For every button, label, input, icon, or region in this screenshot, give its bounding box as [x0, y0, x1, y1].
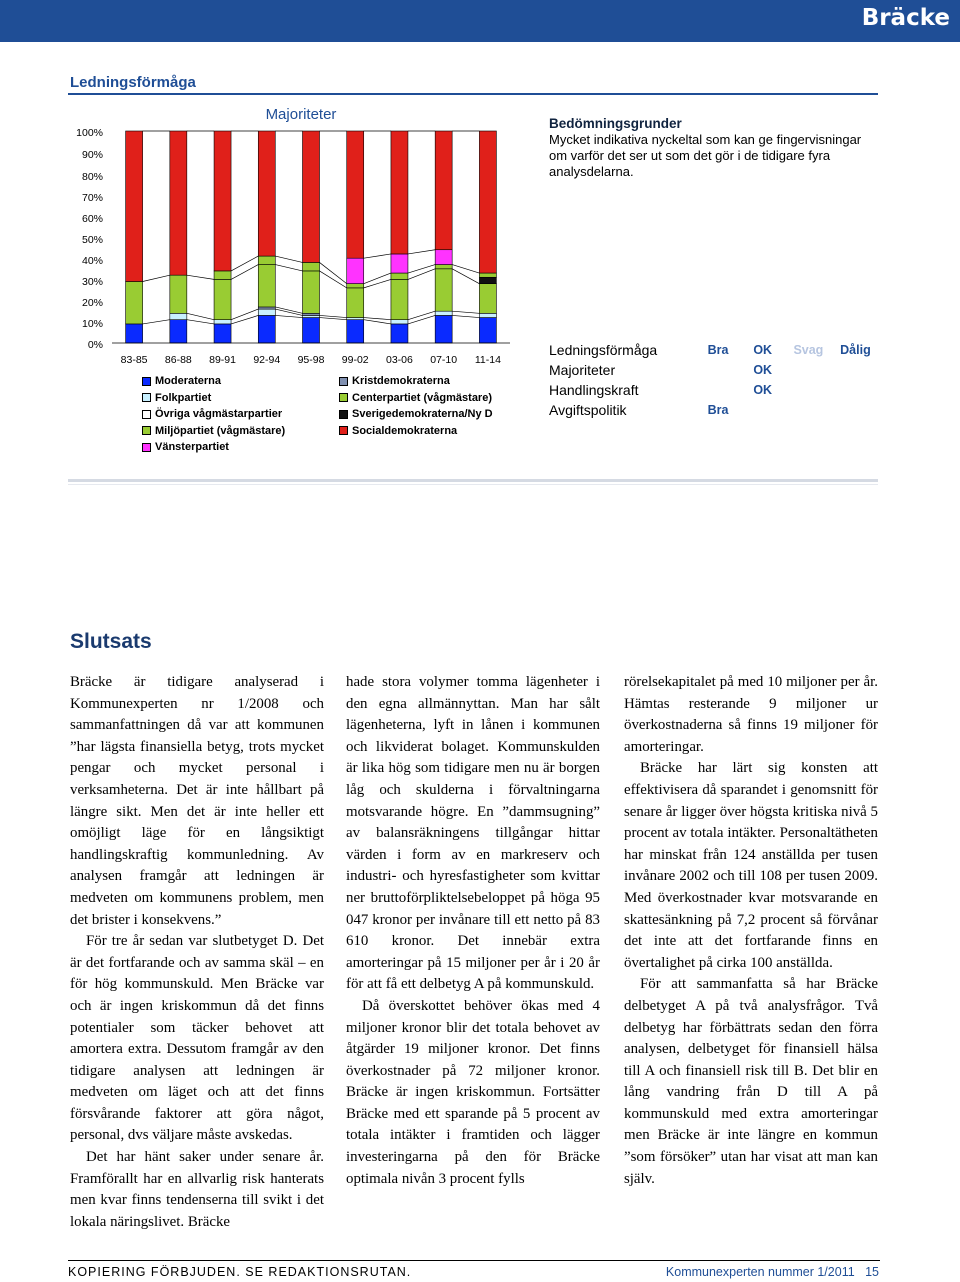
- legend-swatch: [339, 393, 348, 402]
- rating-cell: Bra: [707, 403, 729, 417]
- bar-folkpartiet-86-88: [170, 313, 187, 319]
- bar-centerpartiet-83-85: [126, 282, 143, 324]
- connector-line: [364, 273, 391, 284]
- conclusion-column-2: [346, 672, 600, 1190]
- y-tick-label: 10%: [81, 318, 103, 330]
- rating-cell: OK: [753, 363, 773, 377]
- legend-item-socialdemokraterna: [339, 423, 493, 440]
- level-bra: Bra: [707, 343, 729, 357]
- bar-moderaterna-86-88: [170, 320, 187, 343]
- rating-title: Ledningsförmåga: [549, 342, 658, 358]
- bar-socialdemokraterna-07-10: [435, 131, 452, 250]
- legend-label: Moderaterna: [155, 375, 222, 387]
- connector-line: [364, 254, 391, 258]
- legend-right: [339, 373, 493, 439]
- legend-item-moderaterna: [142, 373, 285, 390]
- legend-swatch: [142, 377, 151, 386]
- legend-left: [142, 373, 285, 456]
- legend-label: Övriga vågmästarpartier: [155, 408, 283, 420]
- legend-swatch: [339, 426, 348, 435]
- x-tick-label: 95-98: [297, 354, 325, 366]
- assessment-basis: [549, 116, 879, 180]
- bar-centerpartiet-11-14: [479, 284, 496, 314]
- bar-vansterpartiet-03-06: [391, 254, 408, 273]
- rating-row-label: Majoriteter: [549, 362, 616, 378]
- bar-miljopartiet-92-94: [258, 256, 275, 264]
- legend-label: Vänsterpartiet: [155, 441, 229, 453]
- bar-socialdemokraterna-92-94: [258, 131, 275, 256]
- footer-copyright: KOPIERING FÖRBJUDEN. SE REDAKTIONSRUTAN.: [68, 1265, 412, 1279]
- bar-folkpartiet-99-02: [347, 318, 364, 320]
- x-tick-label: 03-06: [386, 354, 413, 366]
- connector-line: [320, 318, 347, 320]
- legend-label: Miljöpartiet (vågmästare): [155, 424, 286, 437]
- page-number: 15: [865, 1265, 879, 1279]
- connector-line: [408, 265, 435, 273]
- bar-moderaterna-95-98: [303, 318, 320, 343]
- legend-label: Folkpartiet: [155, 391, 212, 404]
- bar-moderaterna-03-06: [391, 324, 408, 343]
- y-tick-label: 30%: [81, 276, 103, 288]
- bar-moderaterna-92-94: [258, 315, 275, 343]
- rating-row-avgiftspolitik: [549, 400, 879, 420]
- legend-label: Socialdemokraterna: [352, 424, 458, 437]
- bar-moderaterna-83-85: [126, 324, 143, 343]
- y-tick-label: 100%: [76, 127, 103, 139]
- footer-issue: Kommunexperten nummer 1/2011: [665, 1265, 855, 1279]
- legend-label: Sverigedemokraterna/Ny D: [352, 408, 493, 420]
- paragraph: För tre år sedan var slutbetyget D. Det är det fortfarande och av samma skäl – en för hög kommunskuld. Men Bräcke var och är ingen kriskommun då det finns potentialer som täcker behovet att amortera extra. Dessutom framgår av den tidigare analysen att ledningen är medveten om läget och att det finns försvårande faktorer att göra något, personal, dvs väljare måste avskedas.: [70, 933, 324, 1144]
- connector-line: [187, 320, 214, 324]
- rating-cell: [832, 400, 879, 420]
- paragraph: Bräcke har lärt sig konsten att effektivisera då sparandet i genomsnitt för senare år ligger över högsta kritiska nivå 5 procent av totala intäkter. Personaltätheten har minskat från 124 anställda per tusen invånare 2002 och till 108 per tusen 2009. Med överkostnader kvar motsvarande en skattesänkning på 7,2 procent så förvånar det inte att det fortfarande finns en övertalighet på cirka 100 anställda.: [624, 760, 878, 971]
- bar-folkpartiet-89-91: [214, 320, 231, 324]
- level-dalig: Dålig: [840, 343, 871, 357]
- connector-line: [408, 311, 435, 319]
- y-tick-label: 90%: [81, 149, 103, 161]
- majoriteter-chart: [0, 95, 540, 475]
- bar-socialdemokraterna-95-98: [303, 131, 320, 262]
- bar-folkpartiet-92-94: [258, 309, 275, 315]
- legend-item-ovriga: [142, 406, 285, 423]
- paragraph: hade stora volymer tomma lägenheter i den egna allmännyttan. Man har sålt lägenheterna, lyft in lånen i kommunen och likviderat bolaget. Kommunskulden är lika hög som tidigare men nu är borgen låg och skulderna i förvaltningarna motsvarande högre. En ”dammsugning” av balansräkningens tillgångar hittar värden i form av en markreserv och industri- och hyresfastigheter som kvittar ner bruttoförpliktelsebeloppet på höga 95 047 kronor per invånare till ett netto på 83 610 kronor. Det innebär extra amorteringar på 15 miljoner per år i 20 år för att få ett delbetyg A på kommunskuld.: [346, 674, 600, 993]
- bar-socialdemokraterna-11-14: [479, 131, 496, 273]
- divider: [68, 479, 878, 482]
- bar-centerpartiet-89-91: [214, 279, 231, 319]
- bar-miljopartiet-89-91: [214, 271, 231, 279]
- bar-moderaterna-07-10: [435, 315, 452, 343]
- bar-socialdemokraterna-99-02: [347, 131, 364, 258]
- paragraph: Då överskottet behöver ökas med 4 miljoner kronor blir det totala behovet av åtgärder 19 miljoner kronor. Det finns överkostnader på 72 miljoner kronor. Bräcke är ingen kriskommun. Fortsätter Bräcke med ett sparande på 5 procent av totala intäkter i framtiden och lägger investeringarna på den för Bräcke optimala nivån 3 procent fylls: [346, 997, 600, 1187]
- chart-canvas: [0, 95, 540, 375]
- legend-item-vansterpartiet: [142, 439, 285, 456]
- legend-swatch: [142, 393, 151, 402]
- y-tick-label: 0%: [87, 339, 103, 351]
- level-svag: Svag: [793, 343, 824, 357]
- paragraph: För att sammanfatta så har Bräcke delbetyget A på två analysfrågor. Två delbetyg har förbättrats sedan den förra analysen, delbetyget för finansiell hälsa till A och finansiell risk till B. Det blir en lång vandring från D till A på kommunskuld med extra amorteringar men Bräcke är inte längre en kommun ”som försöker” utan har visat att man kan själv.: [624, 976, 878, 1187]
- footer-rule: [68, 1260, 880, 1261]
- connector-line: [231, 256, 258, 271]
- basis-heading: Bedömningsgrunder: [549, 116, 682, 131]
- x-tick-label: 11-14: [474, 354, 501, 366]
- chart-title: Majoriteter: [265, 106, 337, 123]
- bar-miljopartiet-95-98: [303, 262, 320, 270]
- legend-item-folkpartiet: [142, 390, 285, 407]
- bar-moderaterna-99-02: [347, 320, 364, 343]
- bar-centerpartiet-92-94: [258, 265, 275, 307]
- basis-text: Mycket indikativa nyckeltal som kan ge fingervisningar om varför det ser ut som det gör i de tidigare fyra analysdelarna.: [549, 132, 862, 179]
- legend-swatch: [142, 410, 151, 419]
- bar-moderaterna-89-91: [214, 324, 231, 343]
- y-tick-label: 40%: [81, 255, 103, 267]
- y-tick-label: 80%: [81, 171, 103, 183]
- connector-line: [452, 265, 479, 273]
- y-tick-label: 20%: [81, 297, 103, 309]
- bar-folkpartiet-95-98: [303, 315, 320, 317]
- connector-line: [275, 315, 302, 317]
- rating-header-row: [549, 340, 879, 360]
- section-title: Ledningsförmåga: [70, 74, 196, 91]
- bar-centerpartiet-03-06: [391, 279, 408, 319]
- conclusion-heading: Slutsats: [70, 630, 152, 653]
- bar-vansterpartiet-07-10: [435, 250, 452, 265]
- bar-miljopartiet-07-10: [435, 265, 452, 269]
- rating-cell: [785, 380, 832, 400]
- legend-item-sverigedemokraterna: [339, 406, 493, 423]
- connector-line: [364, 320, 391, 324]
- x-tick-label: 99-02: [341, 354, 369, 366]
- conclusion-column-3: [624, 672, 878, 1190]
- connector-line: [231, 265, 258, 280]
- connector-line: [364, 279, 391, 287]
- rating-cell: OK: [753, 383, 773, 397]
- legend-swatch: [339, 410, 348, 419]
- header-bar: [0, 0, 960, 42]
- bar-vansterpartiet-99-02: [347, 258, 364, 283]
- bar-sverigedemokraterna-11-14: [479, 277, 496, 283]
- paragraph: Det har hänt saker under senare år. Framförallt har en allvarlig risk hanterats men kvar finns tendenserna till svikt i det lokala näringslivet. Bräcke: [70, 1149, 324, 1230]
- paragraph: Bräcke är tidigare analyserad i Kommunexperten nr 1/2008 och sammanfattningen då var att kommunen ”har lägsta finansiella betyg, trots mycket pengar och mycket personal i verksamheterna. Det är inte hållbart på längre sikt. Men det är inte heller ett omöjligt läge för en långsiktigt handlingskraftig kommunledning. Av analysen framgår att ledningen är medveten om kommunens problem, men det brister i konsekvens.”: [70, 674, 324, 928]
- bar-socialdemokraterna-86-88: [170, 131, 187, 275]
- rating-cell: [696, 360, 741, 380]
- rating-cell: [832, 380, 879, 400]
- bar-centerpartiet-99-02: [347, 288, 364, 318]
- connector-line: [143, 320, 170, 324]
- x-tick-label: 83-85: [120, 354, 148, 366]
- rating-cell: [785, 360, 832, 380]
- rating-row-handlingskraft: [549, 380, 879, 400]
- legend-swatch: [142, 443, 151, 452]
- connector-line: [231, 315, 258, 323]
- connector-line: [231, 309, 258, 320]
- legend-label: Centerpartiet (vågmästare): [352, 391, 492, 404]
- rating-cell: [741, 400, 785, 420]
- bar-socialdemokraterna-89-91: [214, 131, 231, 271]
- bar-centerpartiet-07-10: [435, 269, 452, 311]
- legend-swatch: [339, 377, 348, 386]
- y-tick-label: 60%: [81, 213, 103, 225]
- rating-cell: [696, 380, 741, 400]
- municipality-title: Bräcke: [861, 5, 950, 31]
- bar-kristdemokraterna-95-98: [303, 313, 320, 315]
- rating-row-label: Avgiftspolitik: [549, 402, 627, 418]
- bar-folkpartiet-11-14: [479, 313, 496, 317]
- connector-line: [275, 256, 302, 262]
- y-tick-label: 70%: [81, 192, 103, 204]
- bar-folkpartiet-03-06: [391, 320, 408, 324]
- conclusion-column-1: [70, 672, 324, 1233]
- bar-socialdemokraterna-83-85: [126, 131, 143, 282]
- x-tick-label: 07-10: [430, 354, 458, 366]
- legend-item-kristdemokraterna: [339, 373, 493, 390]
- y-tick-label: 50%: [81, 234, 103, 246]
- connector-line: [408, 269, 435, 280]
- level-ok: OK: [753, 343, 773, 357]
- connector-line: [452, 269, 479, 284]
- connector-line: [408, 315, 435, 323]
- bar-centerpartiet-86-88: [170, 275, 187, 313]
- legend-item-centerpartiet: [339, 390, 493, 407]
- rating-table: [549, 340, 879, 420]
- x-tick-label: 89-91: [209, 354, 236, 366]
- legend-item-miljopartiet: [142, 423, 285, 440]
- rating-cell: [832, 360, 879, 380]
- rating-row-majoriteter: [549, 360, 879, 380]
- legend-label: Kristdemokraterna: [352, 375, 450, 387]
- connector-line: [187, 313, 214, 319]
- bar-centerpartiet-95-98: [303, 271, 320, 313]
- rating-row-label: Handlingskraft: [549, 382, 639, 398]
- connector-line: [452, 311, 479, 313]
- bar-kristdemokraterna-92-94: [258, 307, 275, 309]
- connector-line: [320, 262, 347, 283]
- x-tick-label: 92-94: [253, 354, 281, 366]
- connector-line: [364, 318, 391, 320]
- connector-line: [187, 275, 214, 279]
- rating-cell: [785, 400, 832, 420]
- connector-line: [320, 315, 347, 317]
- bar-socialdemokraterna-03-06: [391, 131, 408, 254]
- connector-line: [408, 250, 435, 254]
- connector-line: [143, 275, 170, 281]
- bar-miljopartiet-99-02: [347, 284, 364, 288]
- connector-line: [452, 315, 479, 317]
- x-tick-label: 86-88: [164, 354, 192, 366]
- paragraph: rörelsekapitalet på med 10 miljoner per år. Hämtas resterande 9 miljoner ur överkostnaderna så finns 19 miljoner för amorteringar.: [624, 674, 878, 755]
- legend-swatch: [142, 426, 151, 435]
- divider: [68, 484, 878, 485]
- connector-line: [275, 265, 302, 271]
- bar-folkpartiet-07-10: [435, 311, 452, 315]
- bar-miljopartiet-03-06: [391, 273, 408, 279]
- footer-publication: [666, 1265, 879, 1279]
- bar-moderaterna-11-14: [479, 318, 496, 343]
- bar-miljopartiet-11-14: [479, 273, 496, 277]
